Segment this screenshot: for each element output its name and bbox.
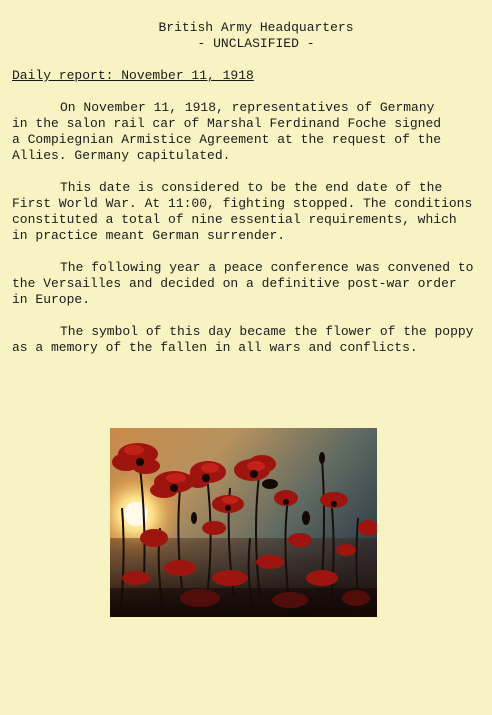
document-header — [0, 20, 492, 52]
paragraph-poppy-symbol: The symbol of this day became the flower of the poppy as a memory of the fallen in all wars and conflicts. — [12, 324, 474, 355]
header-organization: British Army Headquarters — [158, 20, 354, 35]
report-body — [12, 100, 490, 372]
report-title: Daily report: November 11, 1918 — [12, 68, 254, 83]
paragraph-end-of-war: This date is considered to be the end date of the First World War. At 11:00, fighting stopped. The conditions constituted a total of nine essential requirements, which in practice meant German surrender. — [12, 180, 473, 243]
paragraph-armistice: On November 11, 1918, representatives of Germany in the salon rail car of Marshal Ferdinand Foche signed a Compiegnian Armistice Agreement at the request of the Allies. Germany capitulated. — [12, 100, 442, 163]
paragraph-peace-conference: The following year a peace conference was convened to the Versailles and decided on a definitive post-war order in Europe. — [12, 260, 474, 307]
poppy-field-photo — [110, 428, 377, 617]
poppy-photo-illustration — [110, 428, 377, 617]
header-classification: - UNCLASIFIED - — [197, 36, 315, 51]
